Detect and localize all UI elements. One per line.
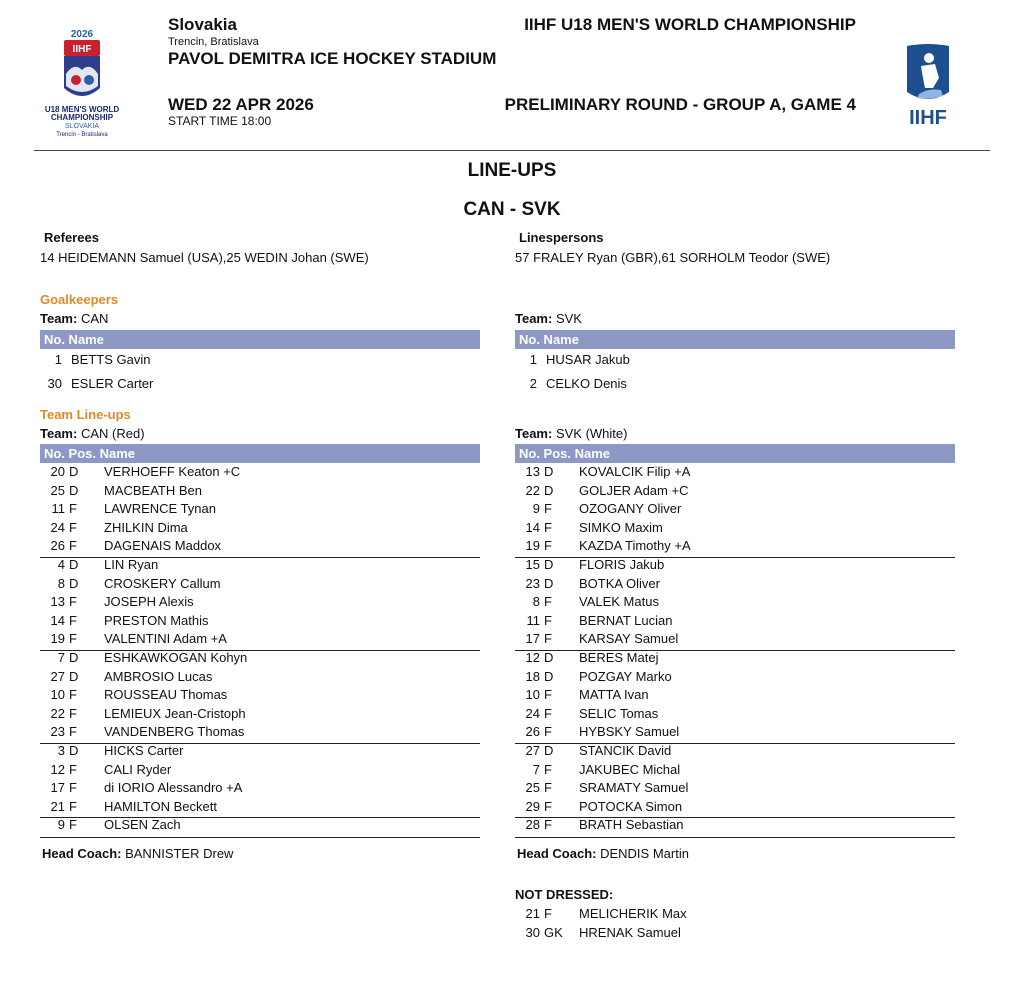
player-row — [515, 556, 955, 574]
lineup-team-can — [40, 426, 145, 441]
player-position: D — [69, 575, 79, 591]
page-title: LINE-UPS — [467, 160, 557, 181]
player-row — [40, 612, 480, 630]
player-position: F — [69, 612, 77, 628]
player-row — [40, 816, 480, 834]
player-name: BETTS Gavin — [71, 352, 151, 367]
player-position: F — [69, 705, 77, 721]
player-number: 13 — [50, 594, 65, 610]
player-number: 9 — [532, 501, 540, 517]
player-position: D — [69, 482, 79, 498]
player-number: 25 — [525, 780, 540, 796]
player-position: F — [69, 798, 77, 814]
iihf-logo-icon — [895, 42, 961, 128]
player-number: 12 — [525, 650, 540, 665]
player-position: F — [69, 594, 77, 610]
player-position: F — [544, 501, 552, 517]
player-row — [515, 575, 955, 593]
gk-header-svk: No. Name — [515, 330, 955, 349]
gk-header-can: No. Name — [40, 330, 480, 349]
player-number: 30 — [525, 925, 540, 940]
player-row — [515, 705, 955, 723]
player-name: PRESTON Mathis — [104, 612, 209, 628]
player-position: D — [544, 482, 554, 498]
player-number: 24 — [50, 519, 65, 535]
player-number: 21 — [50, 798, 65, 814]
logo-line3: SLOVAKIA — [64, 123, 100, 130]
player-position: F — [544, 761, 552, 777]
lineup-team-svk — [515, 426, 627, 441]
team-name: SVK — [555, 311, 582, 326]
goalkeeper-row — [515, 374, 955, 394]
coach-label: Head Coach: — [517, 846, 597, 861]
player-position: D — [69, 743, 79, 758]
player-row — [40, 575, 480, 593]
player-row — [40, 649, 480, 667]
player-number: 19 — [50, 631, 65, 647]
player-position: F — [69, 780, 77, 796]
player-row — [515, 519, 955, 537]
player-position: F — [544, 519, 552, 535]
player-row — [40, 519, 480, 537]
player-name: VERHOEFF Keaton +C — [104, 464, 241, 479]
player-name: JAKUBEC Michal — [579, 761, 681, 777]
player-position: F — [544, 594, 552, 610]
logo-brand: IIHF — [72, 44, 92, 55]
team-label: Team: — [40, 426, 78, 441]
player-name: POZGAY Marko — [579, 668, 672, 684]
player-name: MACBEATH Ben — [104, 482, 203, 498]
lineup-bottom-rule — [40, 837, 480, 838]
coach-can — [42, 846, 233, 861]
player-number: 26 — [50, 538, 65, 554]
player-number: 10 — [525, 687, 540, 703]
player-position: D — [69, 650, 79, 665]
player-number: 21 — [525, 906, 540, 921]
player-position: D — [544, 743, 554, 758]
logo-line4: Trencin - Bratislava — [56, 132, 108, 138]
referees: 14 HEIDEMANN Samuel (USA),25 WEDIN Johan (SWE) — [40, 250, 369, 265]
lineup-list-svk — [515, 463, 955, 843]
player-name: VANDENBERG Thomas — [104, 724, 245, 740]
player-row — [515, 537, 955, 555]
player-row — [40, 630, 480, 648]
not-dressed-row — [515, 924, 955, 942]
player-position: F — [544, 538, 552, 554]
player-name: GOLJER Adam +C — [579, 482, 689, 498]
player-name: SIMKO Maxim — [579, 519, 663, 535]
player-row — [515, 482, 955, 500]
gk-list-can — [40, 350, 480, 398]
player-row — [515, 816, 955, 834]
player-position: F — [544, 612, 552, 628]
player-row — [40, 779, 480, 797]
player-number: 4 — [57, 557, 65, 572]
coach-name: DENDIS Martin — [600, 846, 689, 861]
player-name: KAZDA Timothy +A — [579, 538, 691, 554]
player-number: 30 — [47, 376, 62, 391]
player-name: ESHKAWKOGAN Kohyn — [104, 650, 248, 665]
player-name: KOVALCIK Filip +A — [579, 464, 691, 479]
player-name: HUSAR Jakub — [546, 352, 630, 367]
player-number: 15 — [525, 557, 540, 572]
player-position: F — [544, 687, 552, 703]
player-name: SRAMATY Samuel — [579, 780, 689, 796]
player-number: 7 — [532, 761, 540, 777]
coach-label: Head Coach: — [42, 846, 122, 861]
player-name: ESLER Carter — [71, 376, 154, 391]
country: Slovakia — [168, 15, 237, 34]
player-number: 23 — [50, 724, 65, 740]
linespersons-label: Linespersons — [519, 230, 604, 245]
iihf-logo-text: IIHF — [909, 107, 947, 128]
player-number: 23 — [525, 575, 540, 591]
goalkeeper-row — [40, 374, 480, 394]
player-position: D — [544, 557, 554, 572]
round-title: PRELIMINARY ROUND - GROUP A, GAME 4 — [504, 95, 856, 114]
player-position: D — [544, 464, 554, 479]
player-position: F — [544, 798, 552, 814]
player-row — [40, 537, 480, 555]
u18-championship-logo-icon — [36, 26, 128, 140]
player-number: 10 — [50, 687, 65, 703]
player-position: F — [69, 761, 77, 777]
player-row — [515, 612, 955, 630]
player-name: ZHILKIN Dima — [104, 519, 188, 535]
championship-title: IIHF U18 MEN'S WORLD CHAMPIONSHIP — [524, 15, 856, 34]
player-position: D — [69, 557, 79, 572]
player-position: F — [69, 538, 77, 554]
player-name: LAWRENCE Tynan — [104, 501, 216, 517]
player-number: 3 — [57, 743, 65, 758]
player-number: 27 — [50, 668, 65, 684]
player-position: D — [69, 464, 79, 479]
gk-team-svk — [515, 311, 582, 326]
player-number: 2 — [529, 376, 537, 391]
player-number: 27 — [525, 743, 540, 758]
player-name: STANCIK David — [579, 743, 672, 758]
player-name: MATTA Ivan — [579, 687, 649, 703]
venue: PAVOL DEMITRA ICE HOCKEY STADIUM — [168, 49, 497, 68]
player-number: 20 — [50, 464, 65, 479]
player-name: HRENAK Samuel — [579, 925, 681, 940]
lineup-header-can: No. Pos. Name — [40, 444, 480, 463]
city: Trencin, Bratislava — [168, 36, 259, 48]
player-name: POTOCKA Simon — [579, 798, 683, 814]
header-divider — [34, 150, 990, 151]
player-row — [40, 463, 480, 481]
linespersons: 57 FRALEY Ryan (GBR),61 SORHOLM Teodor (SWE) — [515, 250, 831, 265]
player-row — [515, 686, 955, 704]
player-number: 14 — [525, 519, 540, 535]
player-number: 13 — [525, 464, 540, 479]
player-row — [40, 482, 480, 500]
player-number: 22 — [50, 705, 65, 721]
player-name: BERES Matej — [579, 650, 659, 665]
goalkeepers-section-label: Goalkeepers — [40, 292, 119, 307]
player-position: F — [69, 519, 77, 535]
player-name: BRATH Sebastian — [579, 817, 684, 833]
player-position: D — [69, 668, 79, 684]
team-label: Team: — [515, 426, 553, 441]
team-label: Team: — [40, 311, 78, 326]
player-name: CROSKERY Callum — [104, 575, 221, 591]
player-number: 8 — [57, 575, 65, 591]
player-row — [40, 798, 480, 816]
player-position: D — [544, 575, 554, 591]
start-time: START TIME 18:00 — [168, 114, 272, 128]
not-dressed-label: NOT DRESSED: — [515, 887, 614, 902]
player-row — [40, 705, 480, 723]
player-name: HYBSKY Samuel — [579, 724, 680, 740]
player-row — [40, 686, 480, 704]
player-name: OZOGANY Oliver — [579, 501, 682, 517]
player-number: 29 — [525, 798, 540, 814]
player-row — [40, 761, 480, 779]
player-number: 19 — [525, 538, 540, 554]
gk-team-can — [40, 311, 108, 326]
player-position: F — [69, 817, 77, 833]
team-label: Team: — [515, 311, 553, 326]
player-row — [515, 742, 955, 760]
player-position: D — [544, 650, 554, 665]
gk-list-svk — [515, 350, 955, 398]
referees-label: Referees — [44, 230, 99, 245]
logo-line1: U18 MEN'S WORLD — [44, 105, 120, 114]
player-name: HICKS Carter — [104, 743, 184, 758]
team-name: CAN (Red) — [80, 426, 145, 441]
player-position: F — [69, 687, 77, 703]
player-position: F — [544, 817, 552, 833]
player-row — [515, 723, 955, 741]
player-name: HAMILTON Beckett — [104, 798, 217, 814]
player-number: 17 — [525, 631, 540, 647]
player-name: di IORIO Alessandro +A — [104, 780, 243, 796]
player-number: 9 — [57, 817, 65, 833]
player-position: F — [69, 631, 77, 647]
player-row — [40, 668, 480, 686]
player-number: 1 — [529, 352, 537, 367]
matchup: CAN - SVK — [463, 199, 561, 220]
goalkeeper-row — [515, 350, 955, 370]
player-position: F — [544, 780, 552, 796]
lineup-header-svk: No. Pos. Name — [515, 444, 955, 463]
player-number: 24 — [525, 705, 540, 721]
player-row — [40, 556, 480, 574]
player-number: 11 — [51, 501, 65, 517]
player-number: 25 — [50, 482, 65, 498]
player-row — [40, 723, 480, 741]
player-position: F — [544, 906, 552, 921]
player-row — [40, 593, 480, 611]
player-name: VALENTINI Adam +A — [104, 631, 227, 647]
line-separator — [515, 817, 955, 818]
player-number: 12 — [50, 761, 65, 777]
coach-name: BANNISTER Drew — [125, 846, 234, 861]
player-number: 26 — [525, 724, 540, 740]
logo-line2: CHAMPIONSHIP — [50, 113, 114, 122]
player-name: CELKO Denis — [546, 376, 627, 391]
player-position: F — [69, 501, 77, 517]
player-row — [515, 761, 955, 779]
game-date: WED 22 APR 2026 — [168, 95, 314, 114]
player-row — [515, 463, 955, 481]
player-row — [515, 649, 955, 667]
player-name: LEMIEUX Jean-Cristoph — [104, 705, 246, 721]
player-number: 8 — [532, 594, 540, 610]
iihf-logo — [895, 42, 961, 128]
player-name: JOSEPH Alexis — [104, 594, 194, 610]
lineups-section-label: Team Line-ups — [40, 407, 131, 422]
not-dressed-list — [515, 905, 955, 945]
goalkeeper-row — [40, 350, 480, 370]
player-number: 22 — [525, 482, 540, 498]
player-row — [40, 500, 480, 518]
team-name: SVK (White) — [555, 426, 628, 441]
player-number: 7 — [57, 650, 65, 665]
player-row — [515, 593, 955, 611]
player-position: F — [544, 631, 552, 647]
lineup-bottom-rule — [515, 837, 955, 838]
player-position: F — [544, 724, 552, 740]
player-name: VALEK Matus — [579, 594, 659, 610]
player-number: 28 — [525, 817, 540, 833]
player-name: FLORIS Jakub — [579, 557, 665, 572]
player-row — [515, 798, 955, 816]
player-row — [515, 500, 955, 518]
player-row — [515, 630, 955, 648]
player-name: MELICHERIK Max — [579, 906, 687, 921]
line-separator — [40, 817, 480, 818]
player-row — [40, 742, 480, 760]
player-name: OLSEN Zach — [104, 817, 181, 833]
coach-svk — [517, 846, 689, 861]
player-row — [515, 668, 955, 686]
player-number: 18 — [525, 668, 540, 684]
player-number: 14 — [50, 612, 65, 628]
player-name: ROUSSEAU Thomas — [104, 687, 228, 703]
event-logo — [36, 26, 128, 140]
player-number: 11 — [526, 612, 540, 628]
player-position: GK — [544, 925, 563, 940]
player-name: SELIC Tomas — [579, 705, 659, 721]
team-name: CAN — [80, 311, 109, 326]
player-name: AMBROSIO Lucas — [104, 668, 213, 684]
player-name: CALI Ryder — [104, 761, 172, 777]
player-name: BOTKA Oliver — [579, 575, 660, 591]
player-position: F — [544, 705, 552, 721]
player-name: LIN Ryan — [104, 557, 159, 572]
player-name: KARSAY Samuel — [579, 631, 679, 647]
player-name: DAGENAIS Maddox — [104, 538, 222, 554]
player-number: 1 — [54, 352, 62, 367]
player-name: BERNAT Lucian — [579, 612, 673, 628]
player-position: D — [544, 668, 554, 684]
not-dressed-row — [515, 905, 955, 923]
player-position: F — [69, 724, 77, 740]
player-number: 17 — [50, 780, 65, 796]
lineup-list-can — [40, 463, 480, 843]
player-row — [515, 779, 955, 797]
logo-year: 2026 — [70, 29, 94, 40]
